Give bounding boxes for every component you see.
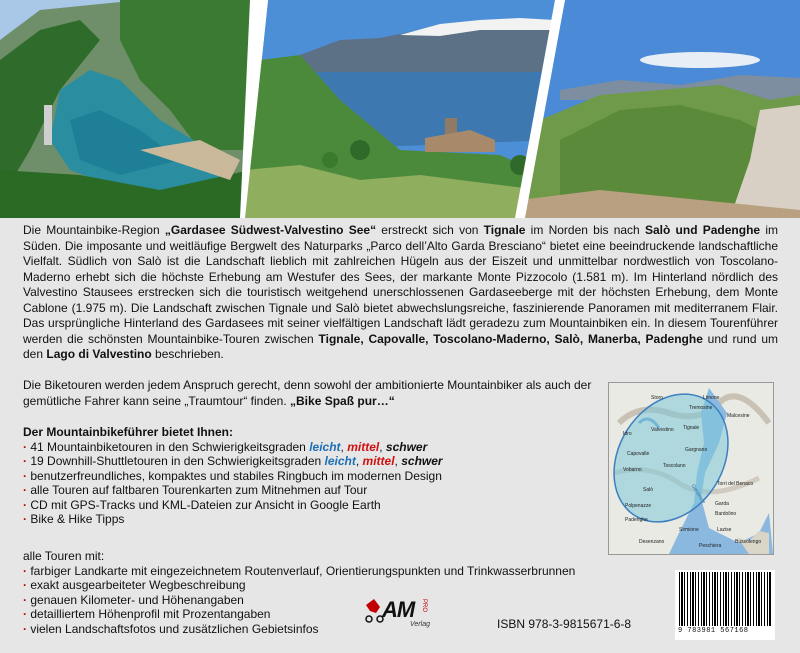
map-label: Tignale [683,425,700,431]
region-name: „Gardasee Südwest-Valvestino See“ [164,223,377,237]
map-label: Bardolino [715,511,737,517]
sep: , [379,439,386,454]
map-label: Padenghe [625,517,648,523]
features-heading: Der Mountainbikeführer bietet Ihnen: [23,425,234,439]
logo-text: AM [382,597,415,622]
photo-strip [0,0,800,218]
list-item: · alle Touren auf faltbaren Tourenkarten zum Mitnehmen auf Tour [23,483,603,498]
intro-text-6: beschrieben. [151,347,224,361]
item-text: 41 Mountainbiketouren in den Schwierigkeitsgraden [30,439,310,454]
map-label: Sirmione [679,527,699,533]
map-label: Garda [715,501,729,507]
isbn-number: ISBN 978-3-9815671-6-8 [497,617,632,631]
salo-padenghe-bold: Salò und Padenghe [644,223,761,237]
region-map [608,382,774,555]
list-item: · exakt ausgearbeiteter Wegbeschreibung [23,578,623,593]
map-lake-label: Gardasee [689,483,707,505]
list-item [23,454,603,469]
list-item: · farbiger Landkarte mit eingezeichnetem Routenverlauf, Orientierungspunkten und Trinkwasserbrunnen [23,564,623,579]
intro-text-2: erstreckt sich von [376,223,484,237]
level-mittel: mittel [362,454,395,468]
map-label: Bussolengo [735,539,762,545]
item-text: 19 Downhill-Shuttletouren in den Schwierigkeitsgraden [30,454,325,468]
anspruch-text: Die Biketouren werden jedem Anspruch gerecht, denn sowohl der ambitionierte Mountainbiker als auch der gemütliche Fahrer kann seine „Traumtour“ finden. [23,378,592,408]
map-label: Storo [651,395,663,401]
level-schwer: schwer [385,439,428,454]
intro-text-4: im Süden. Die imposante und weitläufige Bergwelt des Naturparks „Parco dell’Alto Garda Bresciano“ bietet eine beeindruckende landschaftliche Vielfalt. Südlich von Salò ist die Landschaft lieblich mit zahlreichen Hügeln aus der Eiszeit und unmittelbar nordwestlich von Toscolano-Maderno erhebt sich die höchste Erhebung am Westufer des Sees, der markante Monte Pizzocolo (1.581 m). Im Hinterland nördlich des Valvestino Stausees erstrecken sich die touristisch weitgehend unerschlossenen Gardaseeberge mit der höchsten Erhebung, dem Monte Cablone (1.975 m). Die Landschaft zwischen Tignale und Salò bietet abwechslungsreiche, faszinierende Panoramen mit mediterranem Flair. Das ursprüngliche Hinterland des Gardasees mit seiner vielfältigen Landschaft lädt geradezu zum Mountainbiken ein. In diesem Tourenführer werden die schönsten Mountainbike-Touren zwischen [23,223,778,346]
level-mittel: mittel [347,439,380,454]
level-leicht: leicht [309,439,341,454]
tignale-bold: Tignale [483,223,526,237]
photo-mountain-path [520,0,800,218]
map-label: Capovalle [627,451,650,457]
map-label: Gargnano [685,447,708,453]
intro-text-5: und rund um den [23,331,779,361]
photo-lake-valley [0,0,250,218]
features-list [23,440,603,527]
map-label: Valvestino [651,427,674,433]
logo-sup: PRO [421,599,427,613]
bike-spass-slogan: „Bike Spaß pur…“ [290,393,395,408]
level-schwer: schwer [401,454,443,468]
features-section [23,425,603,527]
map-label: Salò [643,487,654,493]
list-item: · vielen Landschaftsfotos und zusätzlichen Gebietsinfos [23,622,623,637]
logo-verlag: Verlag [410,621,430,628]
map-label: Tremosine [689,405,713,411]
publisher-logo [360,595,480,631]
tour-places-bold: Tignale, Capovalle, Toscolano-Maderno, Salò, Manerba, Padenghe [318,331,703,346]
map-label: Torri del Benaco [717,481,754,487]
list-item: · Bike & Hike Tipps [23,512,603,527]
map-label: Toscolano [663,463,686,469]
intro-text-3: im Norden bis nach [525,223,645,237]
list-item: · detailliertem Höhenprofil mit Prozentangaben [23,607,623,622]
tours-heading: alle Touren mit: [23,549,105,563]
lago-valvestino-bold: Lago di Valvestino [46,347,152,361]
sep: , [340,439,348,454]
list-item: · genauen Kilometer- und Höhenangaben [23,593,623,608]
intro-text-1: Die Mountainbike-Region [23,223,165,237]
map-label: Desenzano [639,539,665,545]
barcode [675,570,775,640]
map-label: Malcesine [727,413,750,419]
photo-lake-mountains [245,0,555,218]
map-label: Idro [623,431,632,437]
sep: , [394,454,402,468]
list-item: · benutzerfreundliches, kompaktes und stabiles Ringbuch im modernen Design [23,469,603,484]
barcode-digits: 9 783981 567168 [678,627,749,635]
map-label: Polpenazze [625,503,652,509]
list-item: · CD mit GPS-Tracks und KML-Dateien zur Ansicht in Google Earth [23,498,603,513]
level-leicht: leicht [324,454,356,468]
anspruch-paragraph [23,378,593,409]
list-item [23,440,603,455]
landscape-photos [0,0,800,218]
map-label: Vobarno [623,467,642,473]
map-label: Lazise [717,527,732,533]
map-label: Limone [703,395,720,401]
intro-paragraph [23,223,778,363]
map-label: Peschiera [699,543,722,549]
sep: , [355,454,363,468]
barcode-bars [679,572,771,626]
